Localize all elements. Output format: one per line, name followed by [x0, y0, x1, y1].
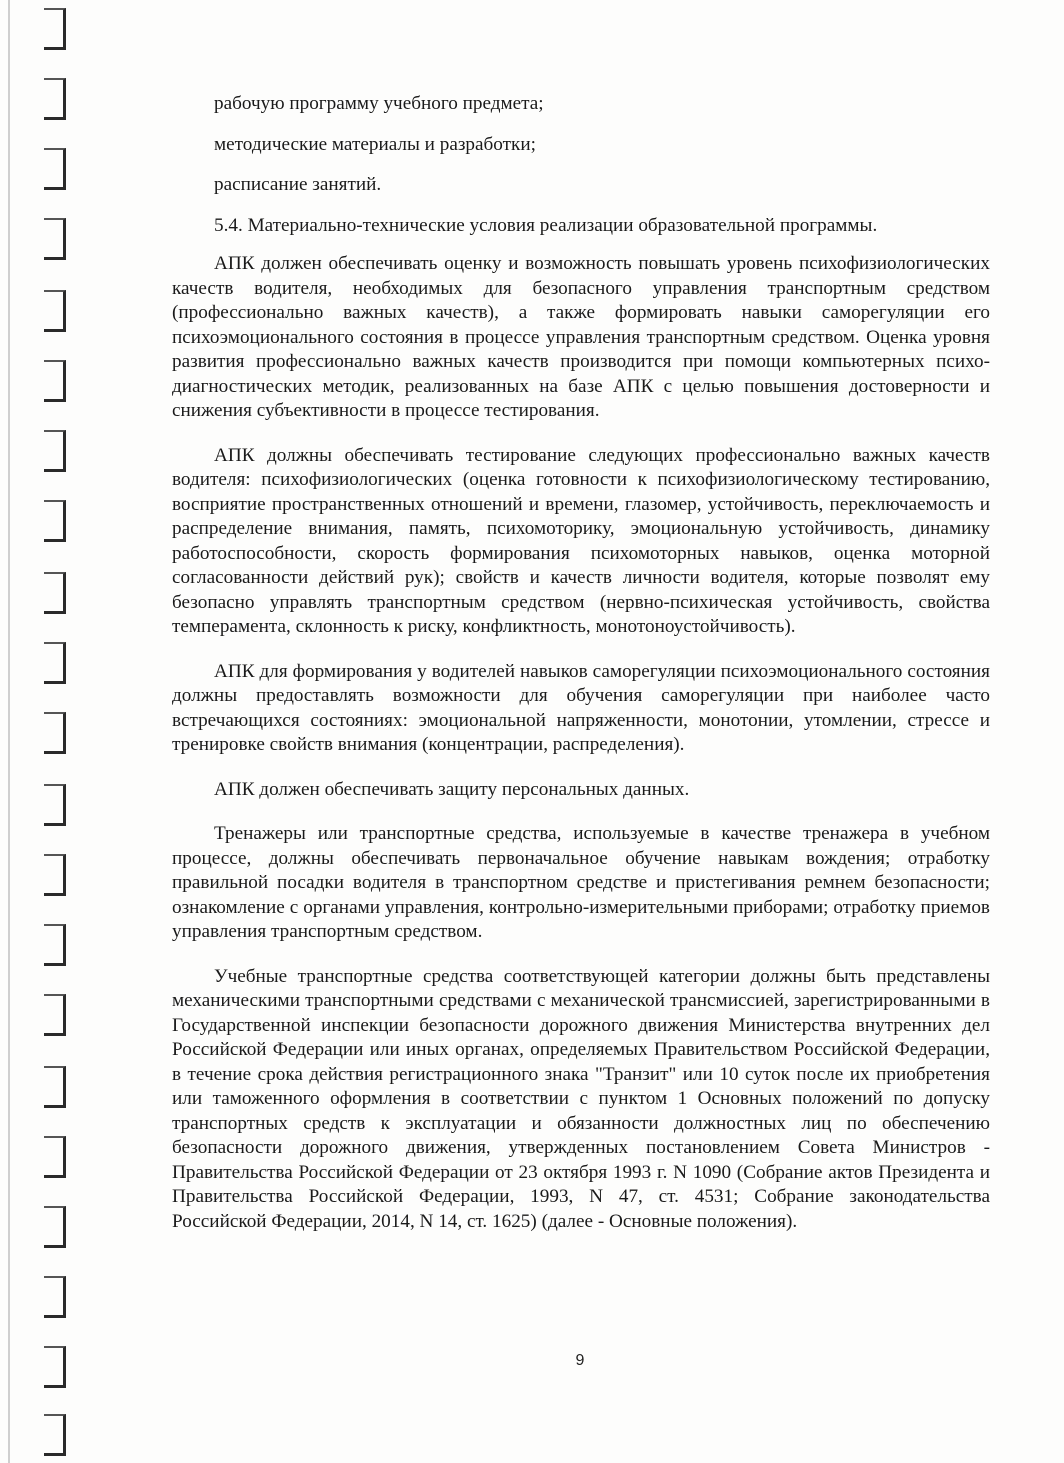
binding-clip	[44, 642, 66, 684]
binding-clip	[44, 8, 66, 50]
paragraph: АПК должны обеспечивать тестирование следующих профессионально важных качеств водителя: психофизиологических (оценка готовности к психофизиологическому тестированию, восприятие пространственных отношений и времени, глазомер, устойчивость, переключаемость и распределение внимания, память, психомоторику, эмоциональную устойчивость, динамику работоспособности, скорость формирования психомоторных навыков, оценка моторной согласованности действий рук); свойств и качеств личности водителя, которые позволят ему безопасно управлять транспортным средством (нервно-психическая устойчивость, свойства темперамента, склонность к риску, конфликтность, монотоноустойчивость).	[172, 444, 990, 637]
binding-clip	[44, 572, 66, 614]
binding-strip	[0, 0, 80, 1463]
binding-clip	[44, 500, 66, 542]
paragraph: Тренажеры или транспортные средства, используемые в качестве тренажера в учебном процессе, должны обеспечивать первоначальное обучение навыкам вождения; отработку правильной посадки водителя в транспортном средстве и пристегивания ремнем безопасности; ознакомление с органами управления, контрольно-измерительными приборами; отработку приемов управления транспортным средством.	[172, 823, 990, 942]
binding-clip	[44, 1136, 66, 1178]
binding-clip	[44, 1066, 66, 1108]
section-heading: 5.4. Материально-технические условия реализации образовательной программы.	[214, 214, 878, 236]
binding-clip	[44, 218, 66, 260]
page-edge	[8, 0, 10, 1463]
paragraph: АПК должен обеспечивать оценку и возможность повышать уровень психофизиологических качеств водителя, необходимых для безопасного управления транспортным средством (профессионально важных качеств), а также формировать навыки саморегуляции его психоэмоционального состояния в процессе управления транспортным средством. Оценка уровня развития профессионально важных качеств производится при помощи компьютерных психо-диагностических методик, реализованных на базе АПК с целью повышения достоверности и снижения субъективности в процессе тестирования.	[172, 253, 990, 421]
binding-clip	[44, 290, 66, 332]
binding-clip	[44, 430, 66, 472]
list-item: методические материалы и разработки;	[214, 133, 536, 155]
list-item: рабочую программу учебного предмета;	[214, 93, 544, 114]
binding-clip	[44, 994, 66, 1036]
binding-clip	[44, 1414, 66, 1456]
binding-clip	[44, 784, 66, 826]
binding-clip	[44, 924, 66, 966]
binding-clip	[44, 1276, 66, 1318]
binding-clip	[44, 148, 66, 190]
page-number: 9	[575, 1352, 585, 1369]
document-body	[172, 92, 990, 1254]
binding-clip	[44, 854, 66, 896]
list-item: расписание занятий.	[214, 174, 382, 195]
binding-clip	[44, 1206, 66, 1248]
paragraph: АПК для формирования у водителей навыков саморегуляции психоэмоционального состояния должны предоставлять возможности для обучения саморегуляции при наиболее часто встречающихся состояниях: эмоциональной напряженности, монотонии, утомлении, стрессе и тренировке свойств внимания (концентрации, распределения).	[172, 660, 990, 755]
paragraph: Учебные транспортные средства соответствующей категории должны быть представлены механическими транспортными средствами с механической трансмиссией, зарегистрированными в Государственной инспекции безопасности дорожного движения Министерства внутренних дел Российской Федерации или иных органах, определяемых Правительством Российской Федерации, в течение срока действия регистрационного знака "Транзит" или 10 суток после их приобретения или таможенного оформления в соответствии с пунктом 1 Основных положений по допуску транспортных средств к эксплуатации и обязанности должностных лиц по обеспечению безопасности дорожного движения, утвержденных постановлением Совета Министров - Правительства Российской Федерации от 23 октября 1993 г. N 1090 (Собрание актов Президента и Правительства Российской Федерации, 1993, N 47, ст. 4531; Собрание законодательства Российской Федерации, 2014, N 14, ст. 1625) (далее - Основные положения).	[172, 965, 990, 1232]
binding-clip	[44, 712, 66, 754]
binding-clip	[44, 78, 66, 120]
binding-clip	[44, 360, 66, 402]
paragraph: АПК должен обеспечивать защиту персональных данных.	[214, 778, 690, 800]
